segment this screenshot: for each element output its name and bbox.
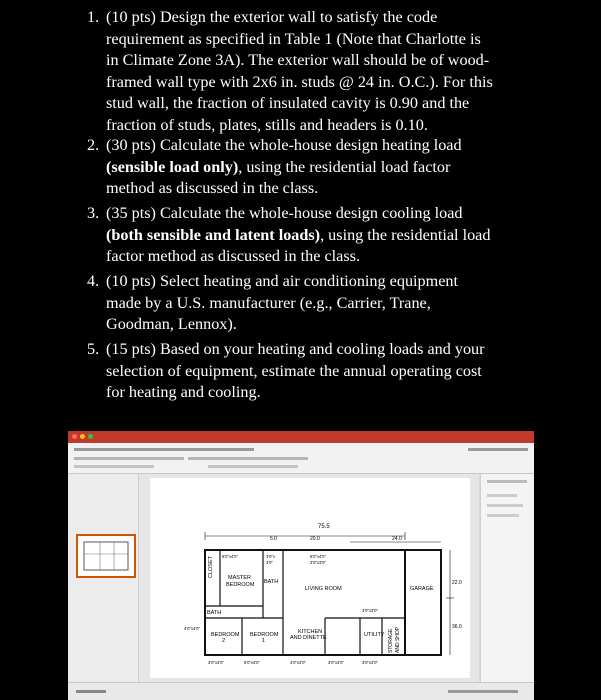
- window-label: 6'0"x4'0": [310, 554, 326, 559]
- garage-outline: [405, 550, 441, 655]
- question-line: [106, 157, 556, 179]
- pane-option[interactable]: [487, 514, 519, 517]
- floor-plan: [150, 478, 470, 678]
- question-number: 1.: [87, 8, 100, 26]
- window-label: 3'0"x4'0": [328, 660, 344, 665]
- question-line: (30 pts) Calculate the whole-house design heating load: [106, 136, 462, 154]
- status-bar: [68, 682, 534, 700]
- ribbon-group: [208, 465, 298, 468]
- question-number: 4.: [87, 272, 100, 290]
- question-line: [106, 225, 556, 247]
- question-line: stud wall, the fraction of insulated cavity is 0.90 and the: [106, 94, 470, 112]
- close-icon: [72, 434, 77, 439]
- maximize-icon: [88, 434, 93, 439]
- question-number: 2.: [87, 136, 100, 154]
- room-kitchen-line2: AND DINETTE: [290, 635, 327, 641]
- room-bedroom1-line1: BEDROOM: [250, 632, 279, 638]
- room-living: LIVING ROOM: [305, 586, 342, 592]
- room-storage-line1: STORAGE: [388, 628, 394, 653]
- pane-option[interactable]: [487, 504, 523, 507]
- question-number: 5.: [87, 340, 100, 358]
- window-label: 4'0"x4'0": [290, 660, 306, 665]
- dim-mid: 20.0: [310, 536, 320, 542]
- window-label: 4'0"x4'0": [184, 626, 200, 631]
- ribbon-tabs: [74, 448, 254, 451]
- zoom-control[interactable]: [448, 690, 518, 693]
- question-line: selection of equipment, estimate the annual operating cost: [106, 361, 482, 380]
- pane-option[interactable]: [487, 494, 517, 497]
- question-line: requirement as specified in Table 1 (Note that Charlotte is: [106, 29, 481, 48]
- question-line: (35 pts) Calculate the whole-house design cooling load: [106, 204, 463, 222]
- question-line: method as discussed in the class.: [106, 179, 319, 197]
- window-label: 6'0"x4'0": [222, 554, 238, 559]
- emphasis: (sensible load only): [106, 157, 239, 176]
- window-label: 3'0"x4'0": [208, 660, 224, 665]
- question-line: (10 pts) Design the exterior wall to satisfy the code: [106, 8, 438, 26]
- ribbon-group: [74, 457, 184, 460]
- room-bedroom2-line1: BEDROOM: [211, 632, 240, 638]
- question-line: factor method as discussed in the class.: [106, 247, 360, 265]
- question-line: for heating and cooling.: [106, 383, 261, 401]
- slide-thumbnail[interactable]: [76, 534, 136, 578]
- minimize-icon: [80, 434, 85, 439]
- status-slide-info: [76, 690, 106, 693]
- slide-thumbnails-pane: [68, 474, 139, 682]
- window-label: 3'0"x: [266, 554, 276, 559]
- room-master-line1: MASTER: [228, 575, 251, 581]
- format-background-pane: [480, 474, 534, 682]
- ribbon-group: [188, 457, 308, 460]
- ribbon-group: [74, 465, 154, 468]
- room-utility: UTILITY: [364, 632, 385, 638]
- question-line-tail: , using the residential load: [320, 225, 491, 244]
- dim-right: 24.0: [392, 536, 402, 542]
- room-closet: CLOSET: [208, 555, 214, 578]
- question-line: fraction of studs, plates, stills and headers is 0.10.: [106, 115, 428, 134]
- room-bedroom1-line2: 1: [262, 638, 266, 644]
- window-label: 3'0": [266, 560, 273, 565]
- dim-side-top: 22.0: [452, 580, 462, 586]
- dim-side-bottom: 36.0: [452, 624, 462, 630]
- emphasis: (both sensible and latent loads): [106, 225, 321, 244]
- embedded-screenshot: [68, 431, 534, 700]
- question-line-tail: , using the residential load factor: [238, 157, 451, 176]
- slide: [150, 478, 470, 678]
- question-line: (15 pts) Based on your heating and cooling loads and your: [106, 340, 485, 358]
- room-storage-line2: AND SHOP: [395, 626, 401, 653]
- ribbon-share: [468, 448, 528, 451]
- question-number: 3.: [87, 204, 100, 222]
- window-label: 3'0"x3'0": [310, 560, 326, 565]
- window-titlebar: [68, 431, 534, 443]
- question-line: (10 pts) Select heating and air conditioning equipment: [106, 272, 458, 290]
- thumbnail-plan-icon: [78, 536, 134, 576]
- window-label: 6'0"x4'0": [244, 660, 260, 665]
- room-garage: GARAGE: [410, 586, 434, 592]
- room-bath-top: BATH: [264, 579, 279, 585]
- ribbon-toolbar: [68, 443, 534, 474]
- dim-left: 5.0: [270, 536, 277, 542]
- pane-header: [487, 480, 527, 483]
- room-bath-left: BATH: [207, 610, 222, 616]
- room-bedroom2-line2: 2: [222, 638, 226, 644]
- question-line: framed wall type with 2x6 in. studs @ 24 in. O.C.). For this: [106, 72, 493, 91]
- question-line: made by a U.S. manufacturer (e.g., Carrier, Trane,: [106, 293, 431, 312]
- window-label: 3'0"x4'0": [362, 660, 378, 665]
- room-kitchen-line1: KITCHEN: [298, 629, 323, 635]
- question-line: Goodman, Lennox).: [106, 315, 237, 333]
- question-line: in Climate Zone 3A). The exterior wall should be of wood-: [106, 51, 490, 69]
- dim-overall: 75.5: [318, 524, 330, 530]
- room-master-line2: BEDROOM: [226, 582, 255, 588]
- window-label: 3'0"x3'0": [362, 608, 378, 613]
